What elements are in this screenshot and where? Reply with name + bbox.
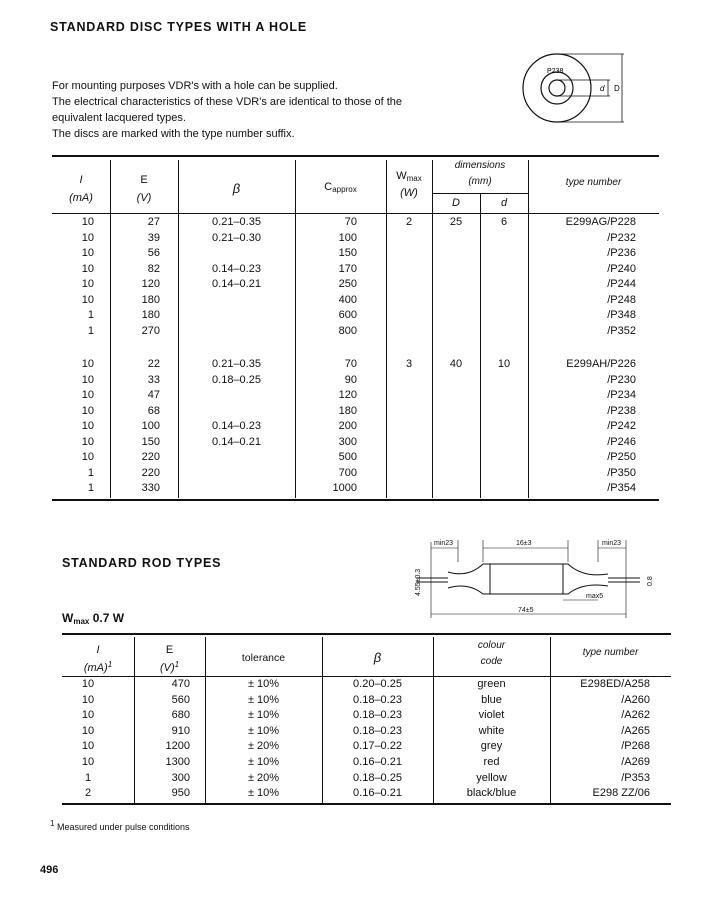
rod-cell-i: 10: [81, 709, 95, 722]
disc-cell-c: 800: [338, 324, 357, 337]
disc-cell-c: 300: [338, 435, 357, 448]
disc-cell-e: 220: [141, 466, 160, 479]
disc-cell-beta: 0.14–0.21: [212, 278, 261, 290]
rod-cell-beta: 0.16–0.21: [353, 756, 402, 768]
disc-cell-type: /P242: [607, 420, 636, 432]
rod-cell-i: 10: [81, 693, 95, 706]
rod-fig-diameter: 4.55±0.3: [415, 568, 422, 596]
disc-header-w-text: W: [396, 170, 407, 182]
rod-header-e: E: [165, 644, 174, 656]
rod-cell-e: 950: [171, 787, 190, 800]
disc-cell-type: /P236: [607, 247, 636, 259]
intro-line-1: For mounting purposes VDR's with a hole can be supplied.: [52, 80, 338, 92]
disc-cell-type: /P246: [607, 435, 636, 448]
rod-figure: [398, 532, 658, 622]
disc-table-bottom-rule: [52, 499, 659, 501]
disc-cell-c: 120: [338, 389, 357, 401]
rod-cell-colour: yellow: [476, 771, 507, 784]
footnote: [50, 819, 190, 832]
disc-header-c-sub: approx: [332, 185, 357, 194]
rod-cell-i: 10: [81, 724, 95, 737]
disc-cell-type: /P350: [607, 466, 636, 479]
disc-cell-e: 68: [147, 404, 160, 417]
rod-header-colour: colour: [477, 640, 506, 651]
disc-cell-type: /P250: [607, 451, 636, 463]
intro-line-2: The electrical characteristics of these VDR's are identical to those of the: [52, 96, 402, 108]
rod-cell-tol: ± 20%: [247, 771, 280, 784]
rod-cell-e: 470: [171, 678, 190, 690]
disc-header-dims-unit: (mm): [468, 176, 492, 187]
disc-cell-type: /P238: [607, 404, 636, 417]
disc-cell-c: 70: [344, 216, 357, 228]
rod-wmax: [62, 611, 124, 626]
disc-cell-i: 10: [81, 216, 94, 228]
disc-section-title: STANDARD DISC TYPES WITH A HOLE: [50, 20, 307, 34]
disc-cell-D: 25: [449, 216, 463, 228]
rod-header-code: code: [480, 656, 503, 667]
rod-cell-e: 300: [171, 771, 190, 784]
rod-table-top-rule: [62, 633, 671, 635]
disc-cell-i: 10: [81, 247, 94, 259]
disc-cell-c: 700: [338, 466, 357, 479]
disc-cell-type: /P232: [607, 231, 636, 244]
disc-col-divider: [432, 160, 433, 498]
rod-header-i: I: [96, 644, 100, 656]
disc-header-w-unit: (W): [400, 187, 418, 199]
disc-cell-beta: 0.21–0.35: [212, 358, 261, 370]
disc-cell-i: 10: [81, 358, 94, 370]
rod-header-beta: β: [373, 650, 382, 665]
rod-cell-beta: 0.18–0.23: [353, 709, 402, 722]
rod-fig-total-length: 74±5: [518, 607, 534, 614]
disc-cell-i: 10: [81, 389, 94, 401]
rod-header-e-unit-text: (V): [159, 662, 175, 674]
rod-header-tolerance: tolerance: [241, 652, 286, 664]
disc-cell-D: 40: [449, 358, 463, 370]
disc-header-w-sub: max: [406, 174, 422, 183]
disc-cell-type: /P240: [607, 262, 636, 275]
disc-header-i: I: [79, 174, 83, 186]
rod-cell-colour: green: [477, 678, 506, 690]
disc-cell-i: 1: [87, 309, 94, 321]
rod-table-header-rule: [62, 676, 671, 677]
disc-cell-e: 220: [141, 451, 160, 463]
disc-header-D: D: [452, 197, 460, 209]
disc-cell-i: 10: [81, 231, 94, 244]
rod-cell-beta: 0.18–0.23: [353, 724, 402, 737]
disc-header-c-text: C: [324, 181, 333, 193]
rod-cell-tol: ± 10%: [247, 678, 280, 690]
rod-cell-type: /A260: [621, 693, 650, 706]
disc-cell-e: 47: [147, 389, 160, 401]
rod-fig-max: max5: [586, 593, 604, 600]
disc-cell-type: /P352: [607, 324, 636, 337]
disc-cell-c: 200: [338, 420, 357, 432]
rod-cell-i: 2: [84, 787, 92, 800]
disc-intro: [52, 78, 502, 142]
disc-cell-c: 250: [338, 278, 357, 290]
footnote-text: Measured under pulse conditions: [56, 822, 190, 832]
disc-cell-e: 33: [147, 373, 160, 386]
rod-fig-min-left: min23: [434, 540, 454, 547]
disc-col-divider: [386, 160, 387, 498]
intro-line-4: The discs are marked with the type number suffix.: [52, 128, 295, 140]
disc-cell-i: 1: [87, 324, 94, 337]
rod-cell-colour: white: [478, 724, 505, 737]
disc-cell-i: 10: [81, 404, 94, 417]
rod-header-e-unit: [134, 660, 205, 674]
footnote-mark: 1: [50, 819, 55, 828]
disc-cell-c: 400: [338, 293, 357, 306]
rod-header-i-unit-text: (mA): [83, 662, 108, 674]
rod-wmax-value: 0.7 W: [92, 611, 125, 625]
page-number: 496: [40, 864, 59, 876]
rod-cell-tol: ± 10%: [247, 693, 280, 706]
rod-cell-beta: 0.17–0.22: [353, 740, 402, 753]
disc-cell-e: 180: [141, 293, 160, 306]
disc-cell-c: 170: [338, 262, 357, 275]
rod-cell-type: /A265: [621, 724, 650, 737]
rod-cell-tol: ± 10%: [247, 756, 280, 768]
rod-header-type: type number: [582, 647, 639, 658]
disc-cell-e: 100: [141, 420, 160, 432]
rod-cell-e: 910: [171, 724, 190, 737]
disc-figure-dim-d: d: [600, 84, 605, 93]
rod-cell-i: 10: [81, 678, 95, 690]
disc-figure-label: P238: [547, 68, 564, 75]
disc-cell-i: 10: [81, 373, 94, 386]
rod-cell-e: 560: [171, 693, 190, 706]
disc-cell-beta: 0.21–0.35: [212, 216, 261, 228]
rod-wmax-sub: max: [73, 617, 90, 626]
rod-cell-i: 10: [81, 740, 95, 753]
disc-cell-type: /P354: [607, 482, 636, 494]
rod-fig-min-right: min23: [602, 540, 622, 547]
disc-header-d: d: [500, 197, 508, 209]
rod-cell-beta: 0.18–0.23: [353, 693, 402, 706]
disc-cell-c: 180: [338, 404, 357, 417]
rod-cell-e: 1300: [165, 756, 190, 768]
disc-col-divider: [480, 193, 481, 498]
rod-cell-colour: violet: [478, 709, 505, 722]
rod-fig-lead: 0.8: [647, 576, 654, 586]
disc-cell-e: 270: [141, 324, 160, 337]
rod-cell-i: 10: [81, 756, 95, 768]
disc-cell-i: 10: [81, 420, 94, 432]
disc-cell-c: 500: [338, 451, 357, 463]
rod-cell-tol: ± 10%: [247, 709, 280, 722]
rod-wmax-symbol: W: [62, 611, 74, 625]
disc-cell-d: 6: [500, 216, 508, 228]
disc-cell-type: /P244: [607, 278, 636, 290]
disc-cell-e: 120: [141, 278, 160, 290]
disc-cell-i: 10: [81, 278, 94, 290]
rod-section-title: STANDARD ROD TYPES: [62, 556, 222, 570]
rod-cell-colour: black/blue: [466, 787, 517, 800]
rod-cell-type: /A262: [621, 709, 650, 722]
rod-cell-colour: blue: [481, 693, 502, 706]
disc-cell-e: 330: [141, 482, 160, 494]
disc-table-top-rule: [52, 155, 659, 157]
disc-cell-c: 1000: [332, 482, 357, 494]
rod-header-i-unit: [62, 660, 134, 674]
intro-line-3: equivalent lacquered types.: [52, 112, 186, 124]
rod-cell-i: 1: [84, 771, 92, 784]
disc-cell-beta: 0.18–0.25: [212, 373, 261, 386]
disc-cell-i: 10: [81, 293, 94, 306]
disc-cell-w: 3: [405, 358, 413, 370]
disc-cell-beta: 0.21–0.30: [212, 231, 261, 244]
disc-cell-e: 150: [141, 435, 160, 448]
disc-cell-i: 10: [81, 262, 94, 275]
rod-cell-tol: ± 20%: [247, 740, 280, 753]
disc-header-w: [386, 170, 432, 183]
disc-header-c: [295, 181, 386, 194]
disc-cell-c: 600: [338, 309, 357, 321]
disc-cell-e: 22: [147, 358, 160, 370]
disc-cell-type: /P348: [607, 309, 636, 321]
disc-header-type: type number: [565, 177, 622, 188]
disc-cell-c: 70: [344, 358, 357, 370]
disc-cell-e: 39: [147, 231, 160, 244]
rod-cell-e: 680: [171, 709, 190, 722]
disc-cell-type: /P234: [607, 389, 636, 401]
rod-cell-beta: 0.18–0.25: [353, 771, 402, 784]
rod-cell-type: /P268: [621, 740, 650, 753]
rod-header-i-note: 1: [107, 660, 113, 669]
rod-cell-tol: ± 10%: [247, 787, 280, 800]
rod-cell-type: /A269: [621, 756, 650, 768]
rod-table-bottom-rule: [62, 803, 671, 805]
rod-cell-beta: 0.16–0.21: [353, 787, 402, 800]
disc-cell-e: 82: [147, 262, 160, 275]
disc-header-i-unit: (mA): [69, 192, 93, 204]
disc-cell-i: 10: [81, 435, 94, 448]
disc-header-dims: dimensions: [454, 160, 506, 171]
rod-cell-type: E298 ZZ/06: [592, 787, 650, 800]
disc-table-header-rule: [52, 213, 659, 214]
disc-cell-c: 90: [344, 373, 357, 386]
disc-cell-beta: 0.14–0.21: [212, 435, 261, 448]
disc-cell-c: 100: [338, 231, 357, 244]
disc-cell-w: 2: [405, 216, 413, 228]
rod-header-e-note: 1: [174, 660, 180, 669]
disc-figure-dim-D: D: [614, 84, 620, 93]
disc-cell-i: 1: [87, 466, 94, 479]
disc-cell-beta: 0.14–0.23: [212, 262, 261, 275]
disc-cell-e: 27: [147, 216, 160, 228]
disc-header-e-unit: (V): [136, 192, 152, 204]
rod-cell-type: E298ED/A258: [580, 678, 650, 690]
disc-cell-e: 180: [141, 309, 160, 321]
disc-cell-i: 1: [87, 482, 94, 494]
disc-cell-e: 56: [147, 247, 160, 259]
disc-cell-c: 150: [338, 247, 357, 259]
disc-header-beta: β: [232, 181, 241, 196]
disc-cell-type: /P230: [607, 373, 636, 386]
rod-cell-beta: 0.20–0.25: [353, 678, 402, 690]
disc-cell-type: /P248: [607, 293, 636, 306]
disc-header-e: E: [140, 174, 148, 186]
rod-cell-tol: ± 10%: [247, 724, 280, 737]
disc-with-hole-figure: [510, 48, 630, 132]
rod-cell-e: 1200: [165, 740, 190, 753]
rod-cell-colour: grey: [480, 740, 503, 753]
disc-cell-d: 10: [497, 358, 511, 370]
disc-cell-beta: 0.14–0.23: [212, 420, 261, 432]
disc-cell-type: E299AH/P226: [566, 358, 636, 370]
rod-cell-colour: red: [483, 756, 500, 768]
disc-cell-type: E299AG/P228: [565, 216, 636, 228]
rod-cell-type: /P353: [621, 771, 650, 784]
rod-fig-body-length: 16±3: [516, 540, 532, 547]
disc-cell-i: 10: [81, 451, 94, 463]
